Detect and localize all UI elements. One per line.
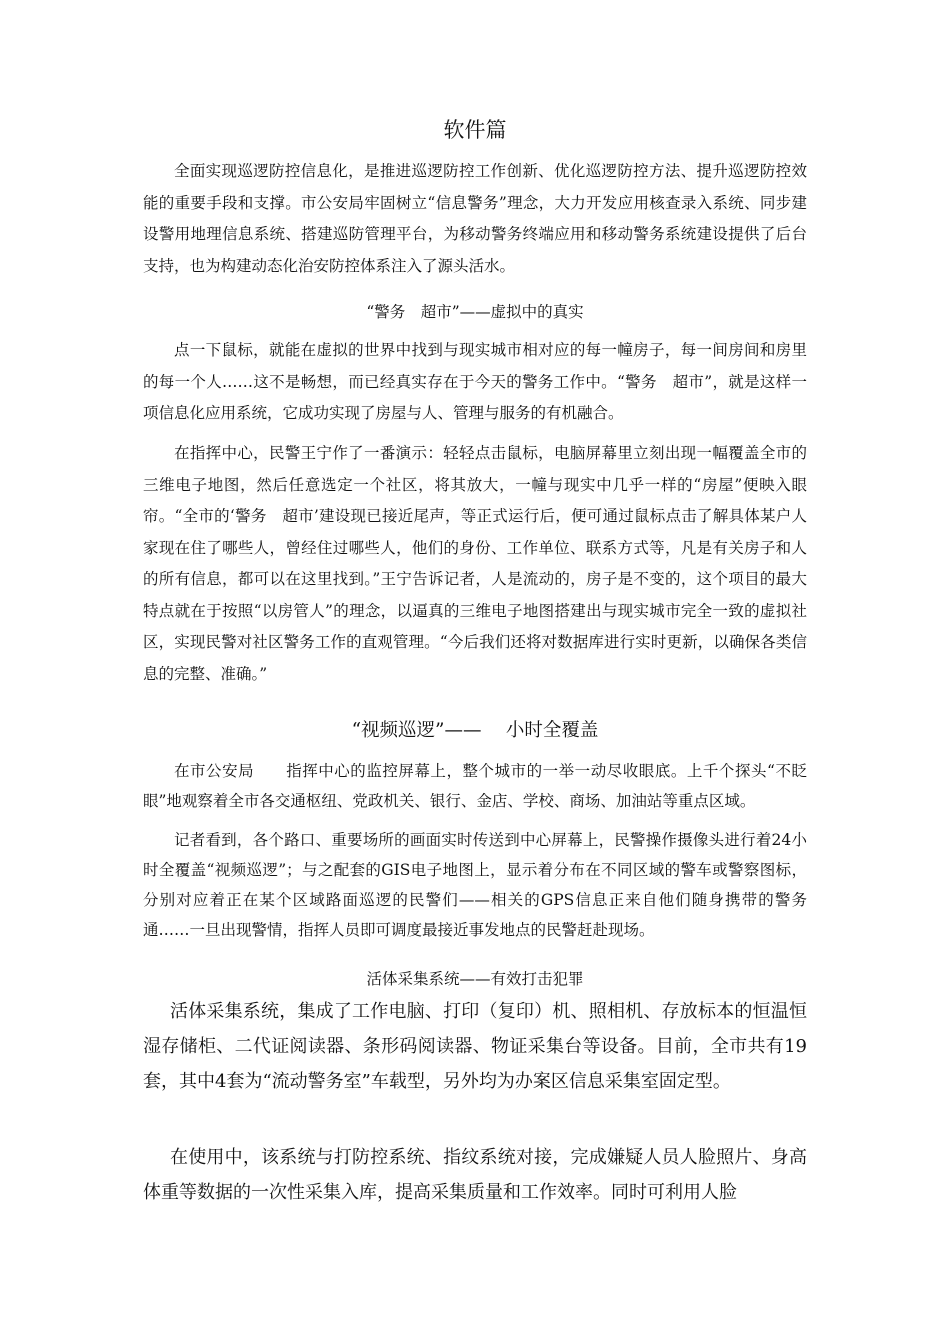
section-heading-video-patrol: “视频巡逻”—— 小时全覆盖	[351, 720, 599, 741]
paragraph: 在使用中，该系统与打防控系统、指纹系统对接，完成嫌疑人员人脸照片、身高体重等数据的一次性采集入库，提高采集质量和工作效率。同时可利用人脸	[143, 1147, 807, 1203]
paragraph: 活体采集系统，集成了工作电脑、打印（复印）机、照相机、存放标本的恒温恒湿存储柜、二代证阅读器、条形码阅读器、物证采集台等设备。目前，全市共有19套，其中4套为“流动警务室”车载型，另外均为办案区信息采集室固定型。	[143, 1001, 807, 1092]
paragraph: 记者看到，各个路口、重要场所的画面实时传送到中心屏幕上，民警操作摄像头进行着24小时全覆盖“视频巡逻”；与之配套的GIS电子地图上，显示着分布在不同区域的警车或警察图标，分别对应着正在某个区域路面巡逻的民警们——相关的GPS信息正来自他们随身携带的警务通……一旦出现警情，指挥人员即可调度最接近事发地点的民警赶赴现场。	[143, 831, 807, 939]
document-title: 软件篇	[443, 118, 507, 142]
intro-paragraph: 全面实现巡逻防控信息化，是推进巡逻防控工作创新、优化巡逻防控方法、提升巡逻防控效能的重要手段和支撑。市公安局牢固树立“信息警务”理念，大力开发应用核查录入系统、同步建设警用地理信息系统、搭建巡防管理平台，为移动警务终端应用和移动警务系统建设提供了后台支持，也为构建动态化治安防控体系注入了源头活水。	[143, 162, 807, 275]
paragraph: 在市公安局 指挥中心的监控屏幕上，整个城市的一举一动尽收眼底。上千个探头“不眨眼”地观察着全市各交通枢纽、党政机关、银行、金店、学校、商场、加油站等重点区域。	[143, 762, 807, 810]
paragraph: 在指挥中心，民警王宁作了一番演示：轻轻点击鼠标，电脑屏幕里立刻出现一幅覆盖全市的三维电子地图，然后任意选定一个社区，将其放大，一幢与现实中几乎一样的“房屋”便映入眼帘。“全市的‘警务 超市’建设现已接近尾声，等正式运行后，便可通过鼠标点击了解具体某户人家现在住了哪些人，曾经住过哪些人，他们的身份、工作单位、联系方式等，凡是有关房子和人的所有信息，都可以在这里找到。”王宁告诉记者，人是流动的，房子是不变的，这个项目的最大特点就在于按照“以房管人”的理念，以逼真的三维电子地图搭建出与现实城市完全一致的虚拟社区，实现民警对社区警务工作的直观管理。“今后我们还将对数据库进行实时更新，以确保各类信息的完整、准确。”	[143, 444, 807, 683]
section-heading-police-supermarket: “警务 超市”——虚拟中的真实	[366, 303, 584, 321]
paragraph: 点一下鼠标，就能在虚拟的世界中找到与现实城市相对应的每一幢房子，每一间房间和房里的每一个人……这不是畅想，而已经真实存在于今天的警务工作中。“警务 超市”，就是这样一项信息化应用系统，它成功实现了房屋与人、管理与服务的有机融合。	[143, 341, 807, 422]
section-heading-live-collection: 活体采集系统——有效打击犯罪	[366, 970, 584, 988]
